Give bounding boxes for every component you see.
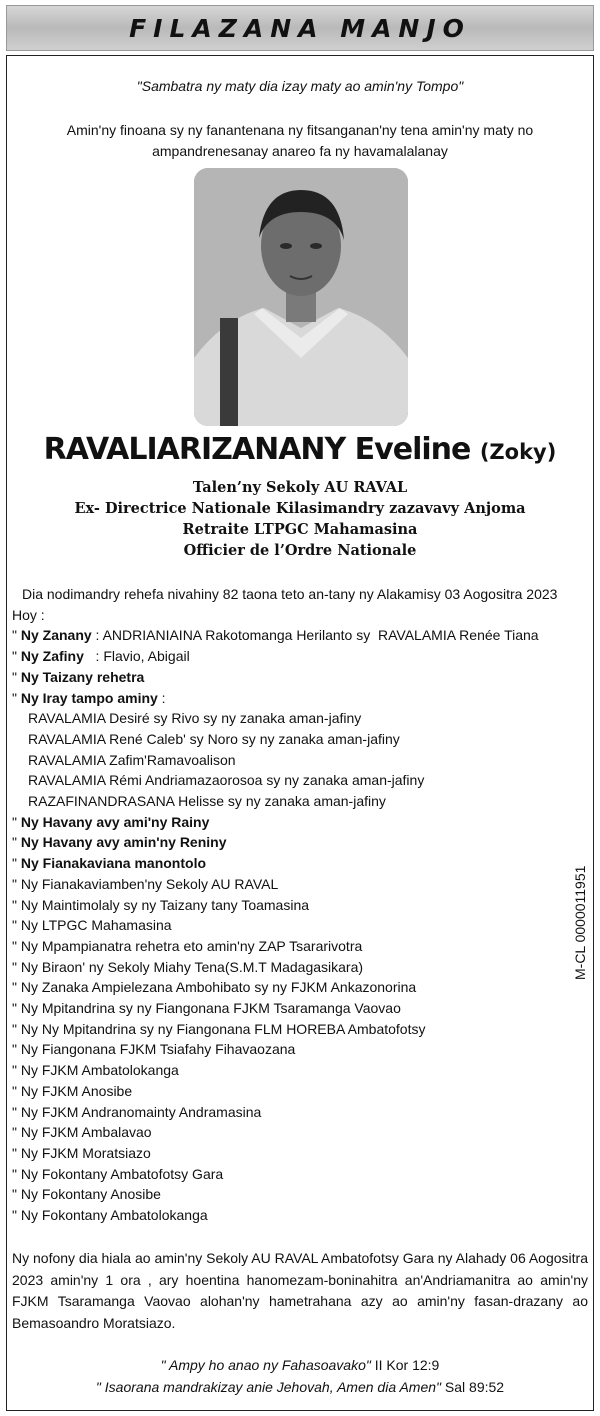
list-item [12, 791, 594, 812]
list-item [12, 853, 594, 874]
announcement-opening: Dia nodimandry rehefa nivahiny 82 taona teto an-tany ny Alakamisy 03 Aogositra 2023 [22, 586, 558, 602]
entry-prefix: " [12, 1041, 21, 1058]
title-line: Officier de l’Ordre Nationale [183, 542, 417, 559]
list-item [12, 667, 594, 688]
entry-prefix: " [12, 917, 21, 934]
entry-prefix: " [12, 875, 21, 892]
list-item [12, 1122, 594, 1143]
deceased-titles [0, 477, 600, 561]
entry-heading: Ny Zanany [20, 627, 92, 644]
entry-text: Ny FJKM Moratsiazo [20, 1144, 151, 1161]
list-item [12, 1205, 594, 1226]
list-item [12, 1039, 594, 1060]
list-item [12, 812, 594, 833]
entry-prefix: " [12, 627, 21, 644]
entry-prefix: " [12, 668, 21, 685]
verses [0, 1354, 600, 1398]
list-item [12, 708, 594, 729]
entry-heading: Ny Taizany rehetra [20, 668, 145, 685]
entry-heading: Ny Havany avy ami'ny Rainy [20, 813, 210, 830]
entry-text: Ny Fokontany Ambatolokanga [20, 1207, 208, 1224]
list-item [12, 750, 594, 771]
title-line: Retraite LTPGC Mahamasina [182, 521, 418, 538]
entry-prefix: " [12, 1103, 21, 1120]
entry-text: Ny Fokontany Anosibe [20, 1186, 161, 1203]
entry-prefix: " [12, 1062, 21, 1079]
entry-prefix: " [12, 1144, 21, 1161]
title-line: Talen’ny Sekoly AU RAVAL [192, 479, 408, 496]
entry-text: Ny LTPGC Mahamasina [20, 917, 172, 934]
entry-prefix: " [12, 1082, 21, 1099]
entry-text: : ANDRIANIAINA Rakotomanga Herilanto sy RAVALAMIA Renée Tiana [91, 627, 539, 644]
list-item [12, 1019, 594, 1040]
list-item [12, 936, 594, 957]
entry-heading: Ny Zafiny [20, 648, 84, 665]
reference-code: M-CL 0000011951 [572, 865, 588, 980]
entry-text: Ny Maintimolaly sy ny Taizany tany Toamasina [20, 896, 310, 913]
list-item [12, 729, 594, 750]
entry-prefix: " [12, 648, 21, 665]
entry-text: RAVALAMIA Desiré sy Rivo sy ny zanaka aman-jafiny [28, 710, 362, 727]
entry-prefix: " [12, 1165, 21, 1182]
deceased-name-line [0, 432, 600, 467]
entry-prefix: " [12, 689, 21, 706]
verse-text: " Ampy ho anao ny Fahasoavako" [160, 1357, 371, 1373]
entry-text: RAVALAMIA René Caleb' sy Noro sy ny zanaka aman-jafiny [28, 730, 400, 747]
header-banner [6, 5, 594, 51]
entry-prefix: " [12, 896, 21, 913]
list-item [12, 1184, 594, 1205]
header-title: FILAZANA MANJO [129, 13, 471, 43]
list-item [12, 646, 594, 667]
entry-prefix: " [12, 1020, 21, 1037]
family-list [12, 625, 594, 1225]
list-item [12, 895, 594, 916]
entry-prefix: " [12, 813, 21, 830]
entry-text: Ny Biraon' ny Sekoly Miahy Tena(S.M.T Madagasikara) [20, 958, 364, 975]
entry-text: Ny Mpitandrina sy ny Fiangonana FJKM Tsaramanga Vaovao [20, 1000, 401, 1017]
entry-prefix: " [12, 1186, 21, 1203]
list-item [12, 957, 594, 978]
entry-text: Ny Fokontany Ambatofotsy Gara [20, 1165, 224, 1182]
entry-text: Ny FJKM Anosibe [20, 1082, 133, 1099]
verse-ref: Sal 89:52 [441, 1379, 505, 1395]
entry-text: : [157, 689, 166, 706]
announcement-body [12, 584, 594, 1226]
list-item [12, 915, 594, 936]
intro-text: Amin'ny finoana sy ny fanantenana ny fitsanganan'ny tena amin'ny maty no ampandrenesanay anareo fa ny havamalalanay [66, 122, 534, 159]
deceased-nickname: (Zoky) [479, 440, 557, 464]
entry-text: Ny FJKM Andranomainty Andramasina [20, 1103, 262, 1120]
entry-text: RAVALAMIA Zafim'Ramavoalison [28, 751, 236, 768]
entry-text: Ny Ny Mpitandrina sy ny Fiangonana FLM HOREBA Ambatofotsy [20, 1020, 426, 1037]
verse-text: " Isaorana mandrakizay anie Jehovah, Amen dia Amen" [95, 1379, 442, 1395]
entry-text: : Flavio, Abigail [83, 648, 190, 665]
list-item [12, 1060, 594, 1081]
entry-heading: Ny Iray tampo aminy [20, 689, 158, 706]
list-item [12, 998, 594, 1019]
list-item [12, 770, 594, 791]
list-item [12, 688, 594, 709]
list-item [12, 1102, 594, 1123]
list-item [12, 1143, 594, 1164]
portrait-photo [194, 168, 408, 426]
entry-prefix: " [12, 979, 21, 996]
title-line: Ex- Directrice Nationale Kilasimandry zazavavy Anjoma [74, 500, 526, 517]
funeral-details: Ny nofony dia hiala ao amin'ny Sekoly AU RAVAL Ambatofotsy Gara ny Alahady 06 Aogositra 2023 amin'ny 1 ora , ary hoentina hanomezam-boninahitra an'Andriamanitra ao amin'ny FJKM Tsaramanga Vaovao alohan'ny hametrahana azy ao amin'ny fasan-drazany ao Bemasoandro Moratsiazo. [12, 1250, 588, 1331]
epigraph: "Sambatra ny maty dia izay maty ao amin'ny Tompo" [136, 78, 464, 94]
entry-prefix: " [12, 958, 21, 975]
list-item [12, 1164, 594, 1185]
entry-prefix: " [12, 937, 21, 954]
deceased-name: RAVALIARIZANANY Eveline [43, 432, 471, 467]
list-item [12, 625, 594, 646]
entry-text: Ny Fiangonana FJKM Tsiafahy Fihavaozana [20, 1041, 296, 1058]
list-item [12, 874, 594, 895]
entry-text: Ny FJKM Ambalavao [20, 1124, 152, 1141]
list-item [12, 977, 594, 998]
entry-text: Ny FJKM Ambatolokanga [20, 1062, 179, 1079]
entry-prefix: " [12, 1000, 21, 1017]
announcement-hoy: Hoy : [12, 606, 45, 623]
entry-prefix: " [12, 834, 21, 851]
entry-text: RAVALAMIA Rémi Andriamazaorosoa sy ny zanaka aman-jafiny [28, 772, 425, 789]
entry-heading: Ny Havany avy amin'ny Reniny [20, 834, 227, 851]
entry-text: Ny Zanaka Ampielezana Ambohibato sy ny FJKM Ankazonorina [20, 979, 417, 996]
entry-prefix: " [12, 1207, 21, 1224]
verse-ref: II Kor 12:9 [370, 1357, 440, 1373]
entry-text: RAZAFINANDRASANA Helisse sy ny zanaka aman-jafiny [28, 793, 386, 810]
entry-prefix: " [12, 855, 21, 872]
list-item [12, 832, 594, 853]
entry-prefix: " [12, 1124, 21, 1141]
list-item [12, 1081, 594, 1102]
verse-line [0, 1354, 600, 1376]
entry-heading: Ny Fianakaviana manontolo [20, 855, 207, 872]
entry-text: Ny Fianakaviamben'ny Sekoly AU RAVAL [20, 875, 279, 892]
entry-text: Ny Mpampianatra rehetra eto amin'ny ZAP Tsararivotra [20, 937, 363, 954]
portrait-figure [194, 168, 408, 426]
verse-line [0, 1376, 600, 1398]
